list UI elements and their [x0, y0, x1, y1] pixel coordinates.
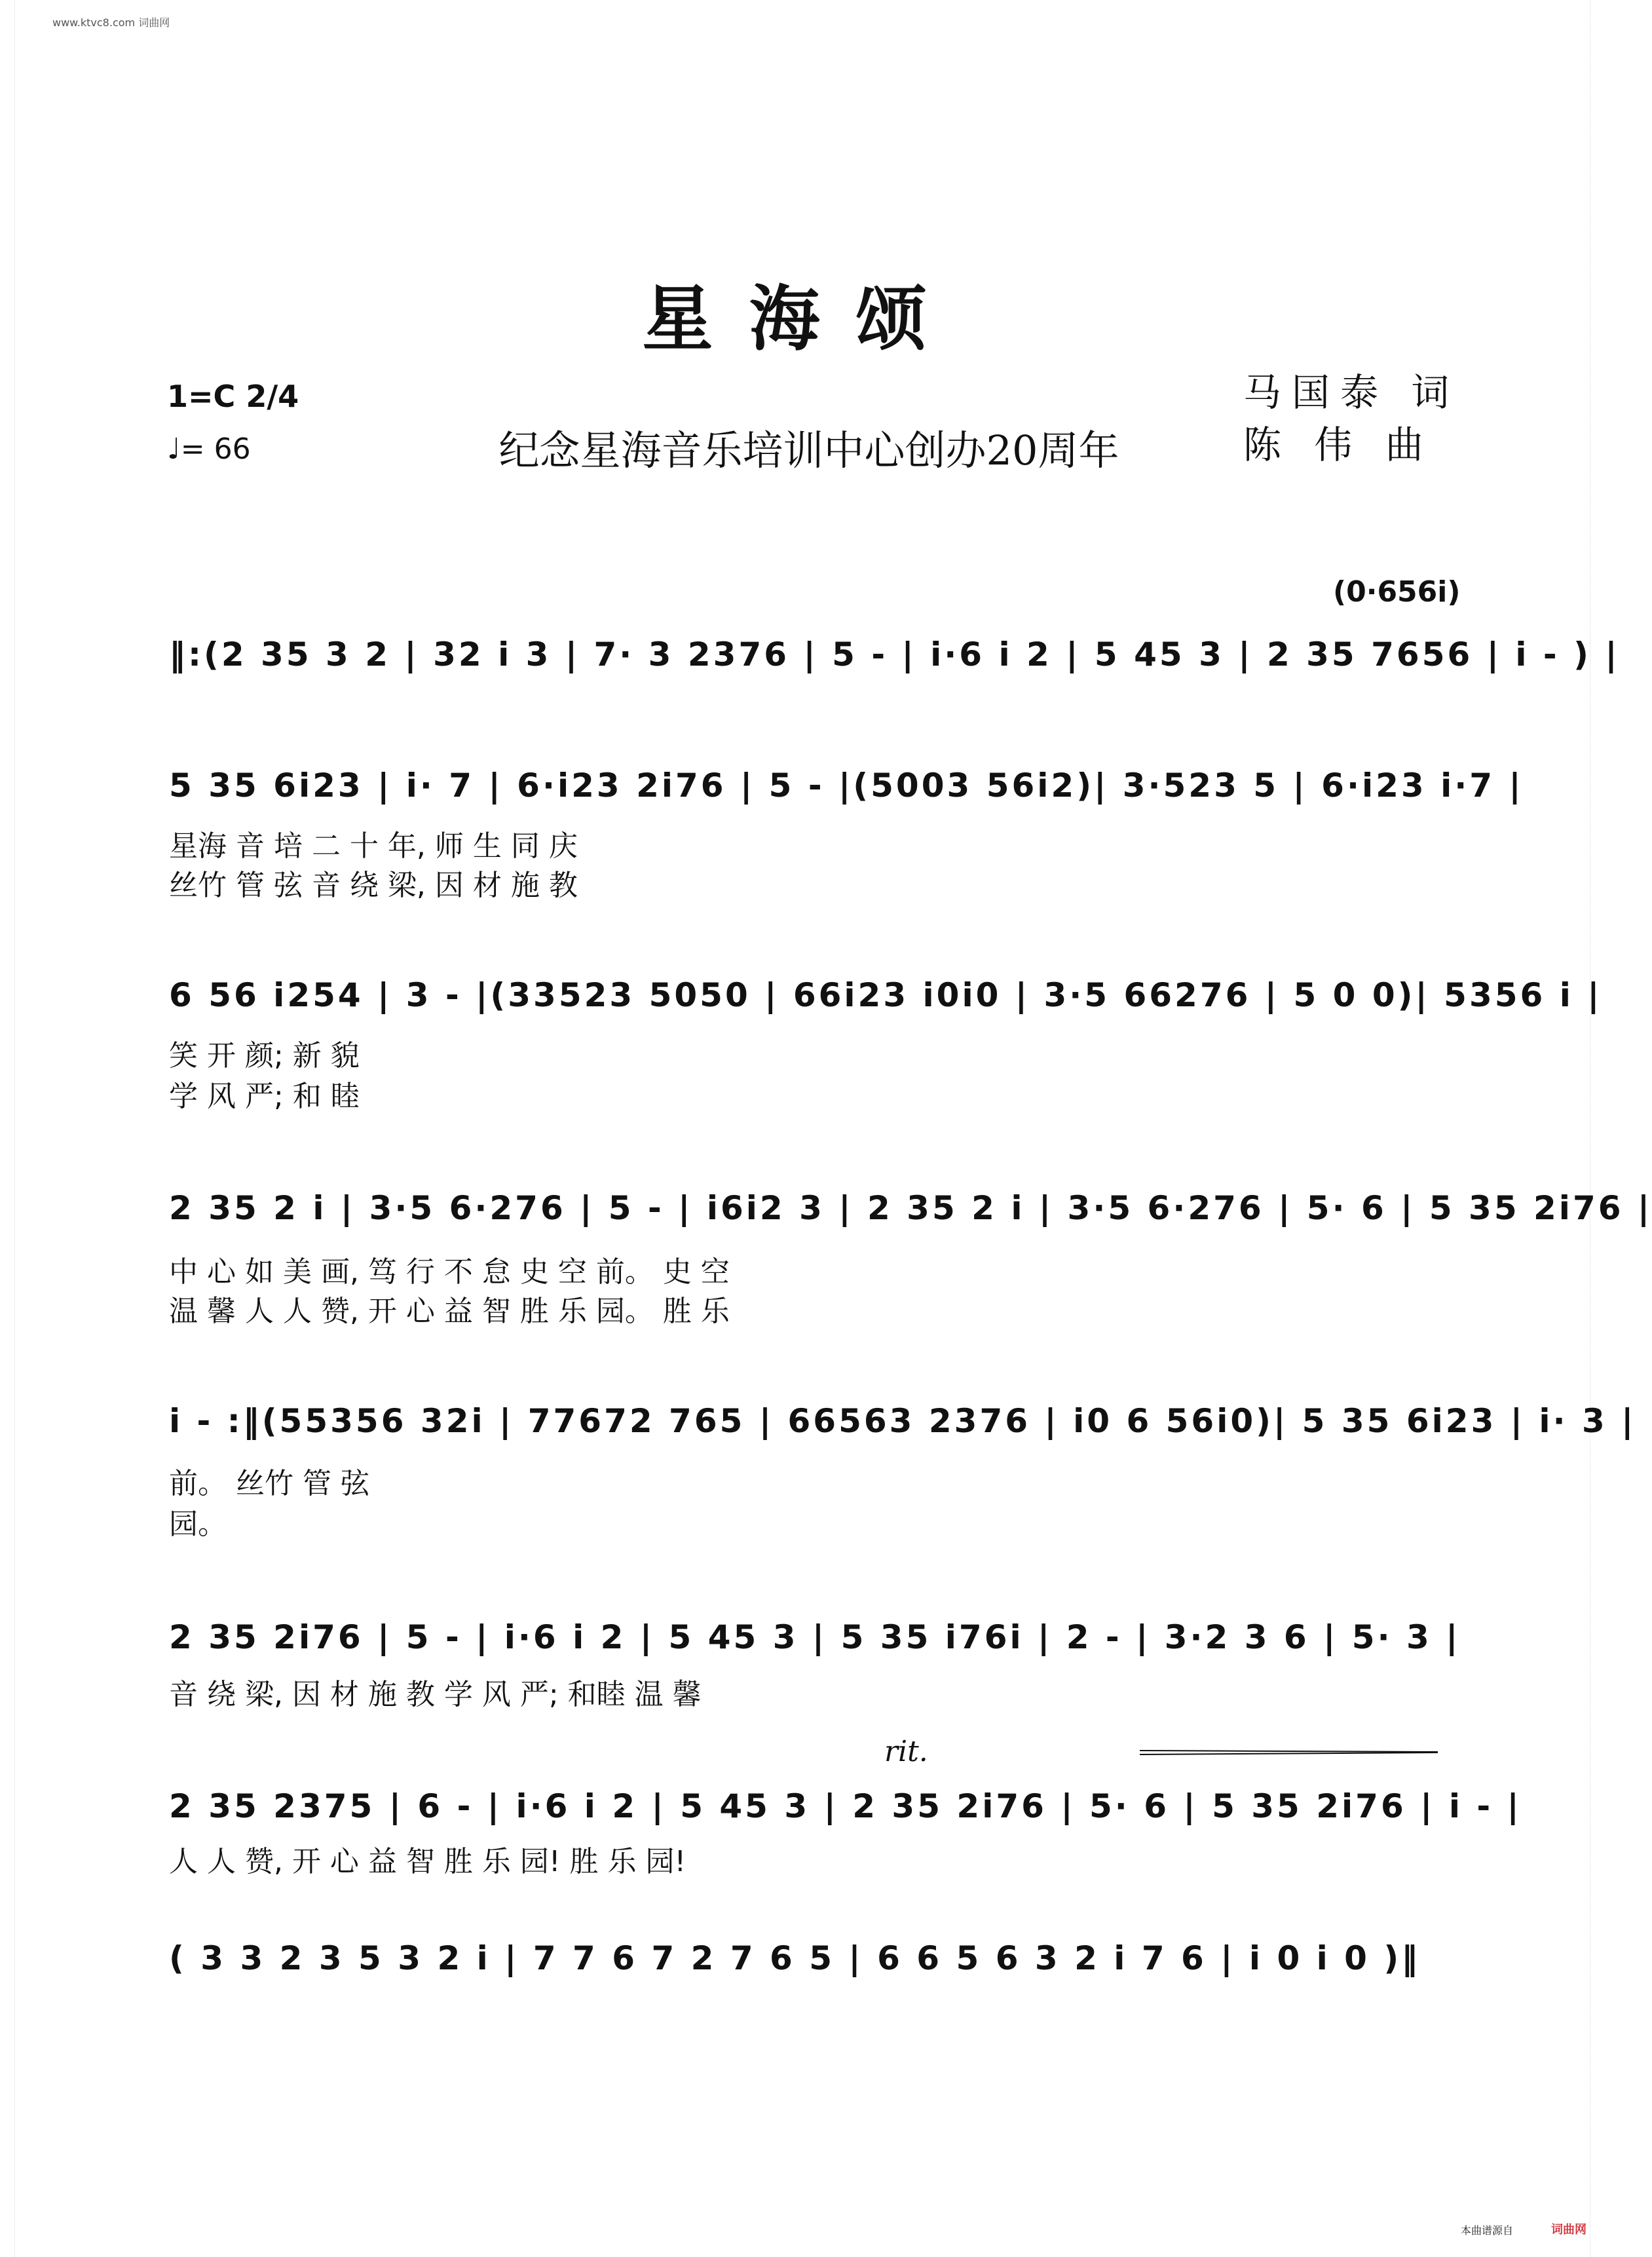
intro-pickup-notes: (0·656i)	[1333, 575, 1461, 609]
lyrics-line-2-verse-2: 丝竹 管 弦 音 绕 梁, 因 材 施 教	[169, 869, 578, 902]
lyrics-line-5-verse-1: 前。 丝竹 管 弦	[169, 1467, 369, 1500]
notation-line-6: 2 35 2i76 | 5 - | i·6 i 2 | 5 45 3 | 5 35 i76i | 2 - | 3·2 3 6 | 5· 3 |	[169, 1618, 1461, 1656]
notation-line-3: 6 56 i254 | 3 - |(33523 5050 | 66i23 i0i0 | 3·5 66276 | 5 0 0)| 5356 i |	[169, 976, 1602, 1014]
hairpin-mark	[1140, 1743, 1441, 1762]
tempo-marking: ♩= 66	[167, 432, 251, 466]
lyrics-line-6: 音 绕 梁, 因 材 施 教 学 风 严; 和睦 温 馨	[169, 1678, 702, 1711]
footer-site-logo: 词曲网	[1551, 2223, 1586, 2237]
footer-source-text: 本曲谱源自	[1460, 2224, 1513, 2237]
key-signature: 1=C 2/4	[167, 379, 299, 414]
composer-credit: 陈 伟 曲	[1243, 423, 1434, 467]
lyrics-line-3-verse-2: 学 风 严; 和 睦	[169, 1080, 360, 1113]
lyrics-line-7: 人 人 赞, 开 心 益 智 胜 乐 园! 胜 乐 园!	[169, 1845, 686, 1878]
subtitle: 纪念星海音乐培训中心创办20周年	[498, 427, 1119, 474]
page-title: 星海颂	[642, 278, 963, 360]
lyrics-line-4-verse-1: 中 心 如 美 画, 笃 行 不 怠 史 空 前。 史 空	[169, 1255, 730, 1289]
lyrics-line-2-verse-1: 星海 音 培 二 十 年, 师 生 同 庆	[169, 829, 578, 863]
notation-line-2: 5 35 6i23 | i· 7 | 6·i23 2i76 | 5 - |(5003 56i2)| 3·523 5 | 6·i23 i·7 |	[169, 767, 1524, 805]
notation-line-7: 2 35 2375 | 6 - | i·6 i 2 | 5 45 3 | 2 35 2i76 | 5· 6 | 5 35 2i76 | i - |	[169, 1787, 1522, 1825]
lyrics-line-4-verse-2: 温 馨 人 人 赞, 开 心 益 智 胜 乐 园。 胜 乐	[169, 1295, 730, 1328]
watermark: www.ktvc8.com 词曲网	[52, 16, 170, 29]
lyricist-credit: 马国泰 词	[1243, 370, 1460, 415]
notation-line-4: 2 35 2 i | 3·5 6·276 | 5 - | i6i2 3 | 2 35 2 i | 3·5 6·276 | 5· 6 | 5 35 2i76 |	[169, 1189, 1652, 1227]
lyrics-line-3-verse-1: 笑 开 颜; 新 貌	[169, 1039, 360, 1072]
notation-line-8: ( 3 3 2 3 5 3 2 i | 7 7 6 7 2 7 6 5 | 6 6 5 6 3 2 i 7 6 | i 0 i 0 )‖	[169, 1939, 1421, 1977]
lyrics-line-5-verse-2: 园。	[169, 1508, 227, 1541]
notation-line-1: ‖:(2 35 3 2 | 32 i 3 | 7· 3 2376 | 5 - | i·6 i 2 | 5 45 3 | 2 35 7656 | i - ) |	[169, 635, 1620, 673]
notation-line-5: i - :‖(55356 32i | 77672 765 | 66563 2376 | i0 6 56i0)| 5 35 6i23 | i· 3 |	[169, 1402, 1636, 1440]
ritardando-marking: rit.	[884, 1735, 928, 1768]
